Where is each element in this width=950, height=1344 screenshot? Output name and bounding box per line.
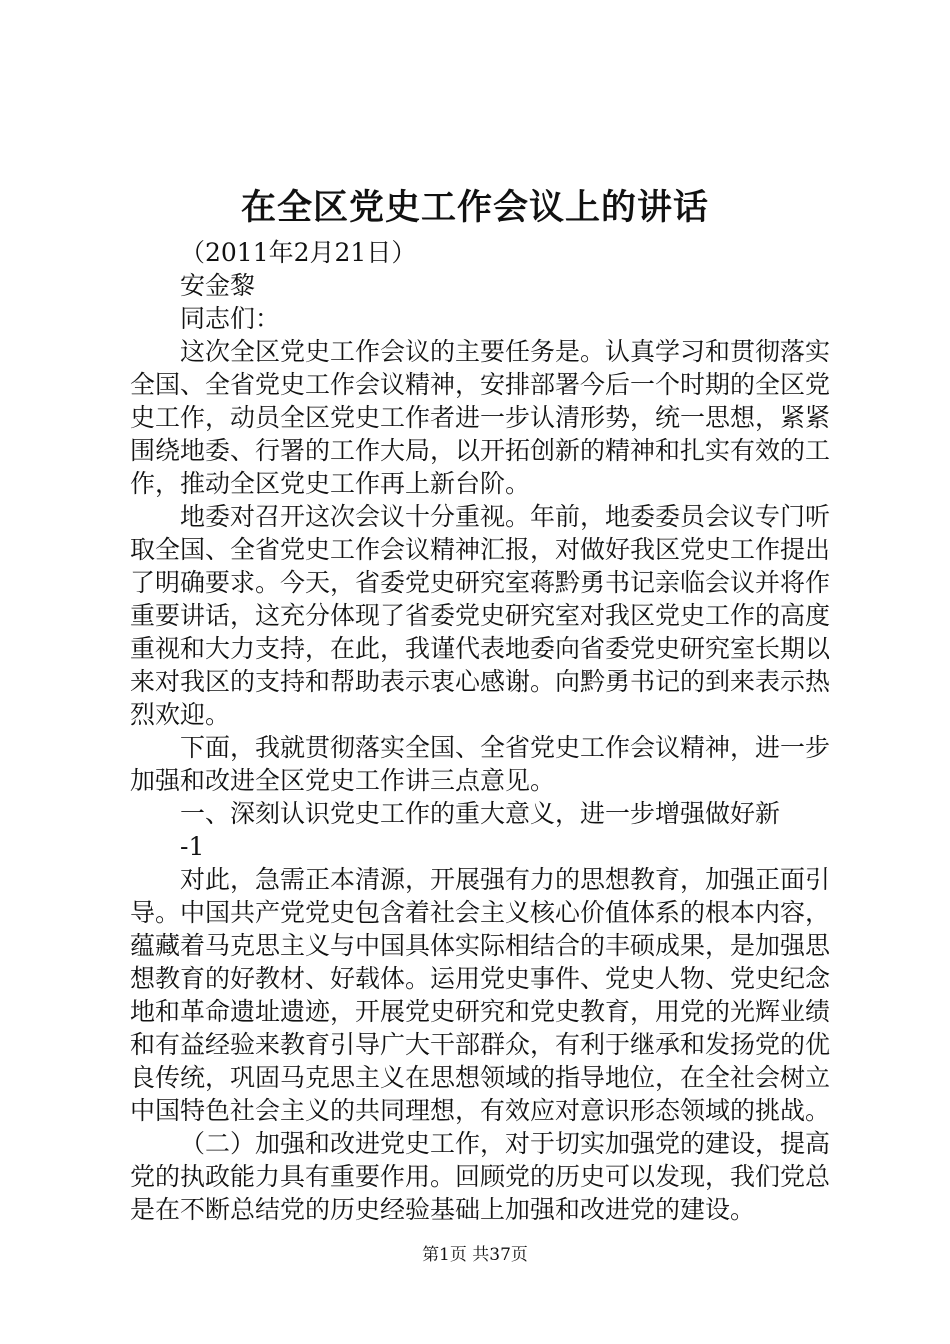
paragraph: 这次全区党史工作会议的主要任务是。认真学习和贯彻落实全国、全省党史工作会议精神，安排部署今后一个时期的全区党史工作，动员全区党史工作者进一步认清形势，统一思想，紧紧围绕地委、行署的工作大局，以开拓创新的精神和扎实有效的工作，推动全区党史工作再上新台阶。 bbox=[130, 337, 831, 498]
date-line: （2011年2月21日） bbox=[180, 238, 417, 267]
document-body bbox=[130, 236, 830, 1226]
section-heading: 一、深刻认识党史工作的重大意义，进一步增强做好新 bbox=[180, 799, 781, 828]
document-title: 在全区党史工作会议上的讲话 bbox=[240, 187, 709, 228]
salutation: 同志们： bbox=[180, 304, 281, 333]
page-marker: -1 bbox=[180, 832, 205, 861]
paragraph: （二）加强和改进党史工作，对于切实加强党的建设，提高党的执政能力具有重要作用。回顾党的历史可以发现，我们党总是在不断总结党的历史经验基础上加强和改进党的建设。 bbox=[130, 1129, 831, 1224]
page-footer: 第1页 共37页 bbox=[422, 1245, 528, 1265]
paragraph: 下面，我就贯彻落实全国、全省党史工作会议精神，进一步加强和改进全区党史工作讲三点意见。 bbox=[130, 733, 831, 795]
author-name: 安金黎 bbox=[180, 271, 256, 300]
paragraph: 地委对召开这次会议十分重视。年前，地委委员会议专门听取全国、全省党史工作会议精神汇报，对做好我区党史工作提出了明确要求。今天，省委党史研究室蒋黔勇书记亲临会议并将作重要讲话，这充分体现了省委党史研究室对我区党史工作的高度重视和大力支持，在此，我谨代表地委向省委党史研究室长期以来对我区的支持和帮助表示衷心感谢。向黔勇书记的到来表示热烈欢迎。 bbox=[130, 502, 831, 729]
paragraph: 对此，急需正本清源，开展强有力的思想教育，加强正面引导。中国共产党党史包含着社会主义核心价值体系的根本内容，蕴藏着马克思主义与中国具体实际相结合的丰硕成果，是加强思想教育的好教材、好载体。运用党史事件、党史人物、党史纪念地和革命遗址遗迹，开展党史研究和党史教育，用党的光辉业绩和有益经验来教育引导广大干部群众，有利于继承和发扬党的优良传统，巩固马克思主义在思想领域的指导地位，在全社会树立中国特色社会主义的共同理想，有效应对意识形态领域的挑战。 bbox=[130, 865, 831, 1125]
